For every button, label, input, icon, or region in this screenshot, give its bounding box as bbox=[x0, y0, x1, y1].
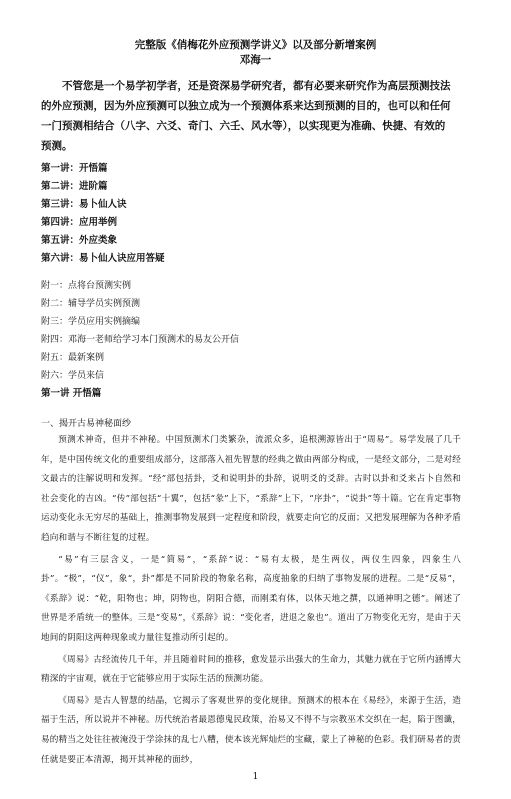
appendix-item: 附六：学员来信 bbox=[41, 371, 105, 381]
body-text bbox=[41, 431, 461, 772]
intro-paragraph: 不管您是一个易学初学者，还是资深易学研究者，都有必要来研究作为高层预测技法的外应预测，因为外应预测可以独立成为一个预测体系来达到预测的目的，也可以和任何一门预测相结合（八字、六爻、奇门、六壬、风水等），以实现更为准确、快捷、有效的预测。 bbox=[41, 80, 451, 152]
toc-item: 第五讲：外应类象 bbox=[41, 235, 118, 246]
toc-item: 第二讲：进阶篇 bbox=[41, 181, 108, 192]
toc-item: 第四讲：应用举例 bbox=[41, 217, 118, 228]
appendix-item: 附三：学员应用实例摘编 bbox=[41, 317, 141, 327]
body-paragraph: 《周易》是古人智慧的结晶，它揭示了客观世界的变化规律。预测术的根本在《易经》，来源于生活，造福于生活，所以说并不神秘。历代统治者最恩德鬼民政策，治易又不得不与宗教巫术交织在一起，陷于图谶，易的精当之处往往被淹没于学涂抹的乱七八糟，使本该光辉灿烂的宝藏，蒙上了神秘的色彩。我们研易者的责任就是要正本清源，揭开其神秘的面纱， bbox=[41, 695, 461, 765]
body-paragraph: “易”有三层含义，一是“简易”，“系辞”说：“易有太极，是生两仪，两仪生四象，四象生八卦”。“极”，“仪”，象“，卦”都是不同阶段的物象名称，高度抽象的归纳了事物发展的进程。二是“反易”，《系辞》说：“乾，阳物也；坤，阴物也，阴阳合德，而刚柔有体，以体天地之撰，以通神明之德”。阐述了世界是矛盾统一的整体。三是“变易”，《系辞》说：“变化者，进退之象也”。道出了万物变化无穷，是由于天地间的阴阳这两种现象或力量往复推动所引起的。 bbox=[41, 554, 461, 643]
body-paragraph: 预测术神奇，但并不神秘。中国预测术门类繁杂，流派众多，追根溯源皆出于“周易”。易学发展了几千年，是中国传统文化的重要组成部分，这部落入祖先智慧的经典之做由两部分构成，一是经文部分，二是对经文最古的注解说明和发挥。“经”部包括卦，爻和说明卦的卦辞，说明爻的爻辞。古时以卦和爻来占卜自然和社会变化的吉凶。“传”部包括“十翼”，包括“彖”上下，“系辞”上下，“序卦”，“说卦”等十篇。它在肯定事物运动变化永无穷尽的基础上，推测事物发展到一定程度和阶段，就要走向它的反面；又把发展理解为各种矛盾趋向和谐与不断往复的过程。 bbox=[41, 435, 461, 543]
section-heading: 一、揭开古易神秘面纱 bbox=[41, 419, 132, 429]
appendix-list bbox=[41, 277, 453, 385]
appendix-item: 附一：点将台预测实例 bbox=[41, 281, 132, 291]
toc-item: 第六讲：易卜仙人诀应用答疑 bbox=[41, 253, 165, 264]
appendix-item: 附四：邓海一老师给学习本门预测术的易友公开信 bbox=[41, 335, 240, 345]
document-title: 完整版《俏梅花外应预测学讲义》以及部分新增案例 bbox=[134, 39, 377, 51]
toc-item: 第三讲：易卜仙人诀 bbox=[41, 199, 127, 210]
table-of-contents bbox=[41, 160, 453, 268]
page-number: 1 bbox=[252, 772, 259, 782]
appendix-item: 附二：辅导学员实例预测 bbox=[41, 299, 141, 309]
document-author: 邓海一 bbox=[239, 54, 272, 66]
body-paragraph: 《周易》古经流传几千年，并且随着时间的推移，愈发显示出强大的生命力，其魅力就在于它所内涵博大精深的宇宙观，就在于它能够应用于实际生活的预测功能。 bbox=[41, 654, 461, 685]
lecture-heading: 第一讲 开悟篇 bbox=[41, 388, 102, 399]
toc-item: 第一讲：开悟篇 bbox=[41, 163, 108, 174]
appendix-item: 附五：最新案例 bbox=[41, 353, 105, 363]
